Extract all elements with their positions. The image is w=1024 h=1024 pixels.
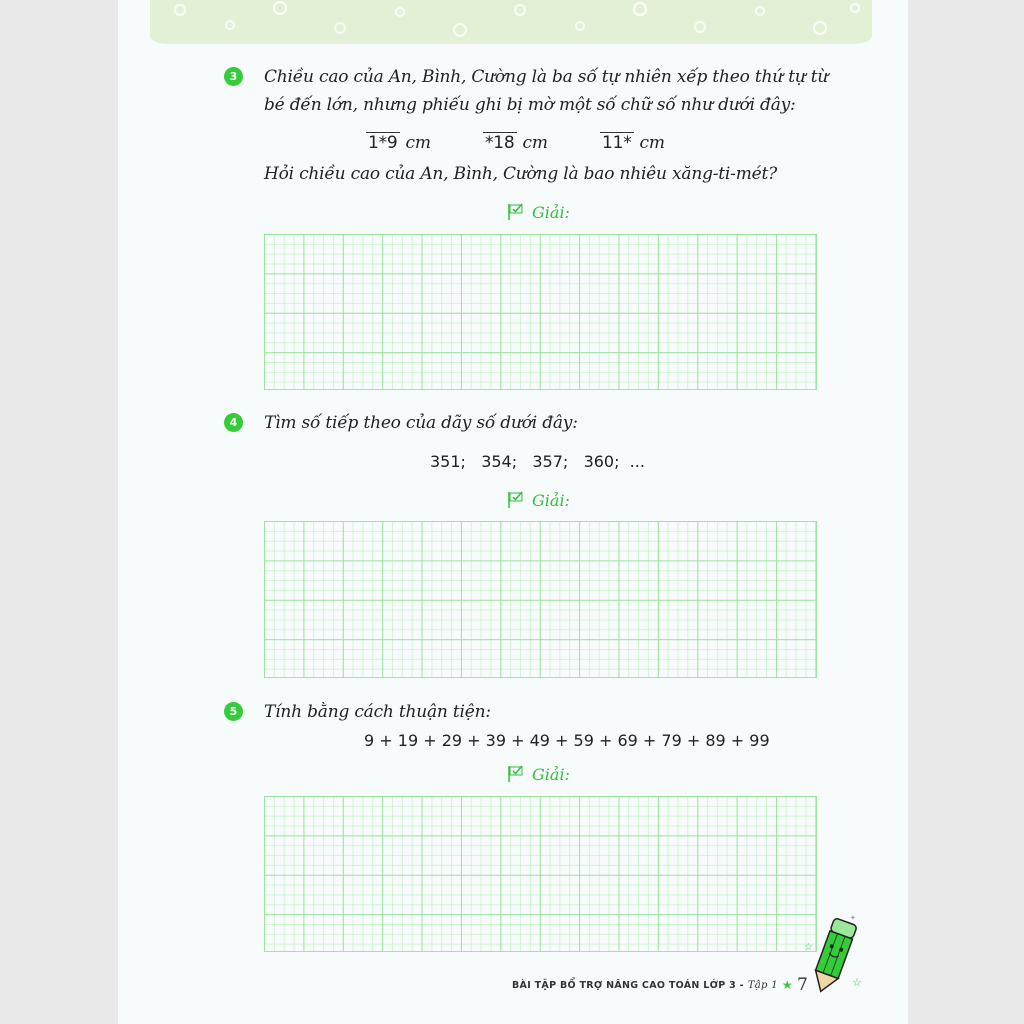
page-number: 7 [796, 975, 809, 995]
value-unit: cm [405, 133, 431, 153]
question-3-ask: Hỏi chiều cao của An, Bình, Cường là bao nhiêu xăng-ti-mét? [264, 164, 778, 184]
question-5-line-1: Tính bằng cách thuận tiện: [264, 702, 491, 722]
answer-grid-q3[interactable] [264, 234, 817, 390]
value-unit: cm [639, 133, 665, 153]
value-digits: 1*9 [368, 133, 398, 153]
question-number-5: 5 [224, 702, 243, 721]
solution-label [506, 764, 570, 784]
answer-grid-q4[interactable] [264, 521, 817, 678]
question-number-4: 4 [224, 413, 243, 432]
height-value-binh [483, 128, 548, 158]
question-number-3: 3 [224, 67, 243, 86]
answer-grid-q5[interactable] [264, 796, 817, 952]
volume-label: Tập 1 [747, 979, 778, 991]
circle-pattern-icon [150, 0, 872, 44]
solution-label-text: Giải: [532, 202, 570, 222]
solution-label [506, 490, 570, 510]
height-value-cuong [600, 128, 665, 158]
pencil-mascot-icon [800, 910, 870, 1000]
footer [512, 975, 808, 995]
flag-check-icon [506, 764, 526, 784]
flag-check-icon [506, 490, 526, 510]
value-digits: *18 [485, 133, 515, 153]
question-3-line-2: bé đến lớn, nhưng phiếu ghi bị mờ một số chữ số như dưới đây: [264, 95, 796, 115]
solution-label [506, 202, 570, 222]
decorative-header-band [150, 0, 872, 44]
svg-text:☆: ☆ [852, 976, 862, 989]
star-icon: ★ [781, 978, 793, 992]
flag-check-icon [506, 202, 526, 222]
number-sequence: 351; 354; 357; 360; ... [430, 452, 645, 471]
solution-label-text: Giải: [532, 764, 570, 784]
book-title: BÀI TẬP BỔ TRỢ NÂNG CAO TOÁN LỚP 3 - [512, 979, 744, 991]
question-3-line-1: Chiều cao của An, Bình, Cường là ba số tự nhiên xếp theo thứ tự từ [264, 67, 829, 87]
height-value-an [366, 128, 431, 158]
value-unit: cm [522, 133, 548, 153]
sum-expression: 9 + 19 + 29 + 39 + 49 + 59 + 69 + 79 + 89 + 99 [364, 731, 770, 750]
solution-label-text: Giải: [532, 490, 570, 510]
value-digits: 11* [602, 133, 632, 153]
question-4-line-1: Tìm số tiếp theo của dãy số dưới đây: [264, 413, 578, 433]
svg-text:☆: ☆ [804, 942, 813, 953]
svg-text:✦: ✦ [850, 914, 856, 922]
